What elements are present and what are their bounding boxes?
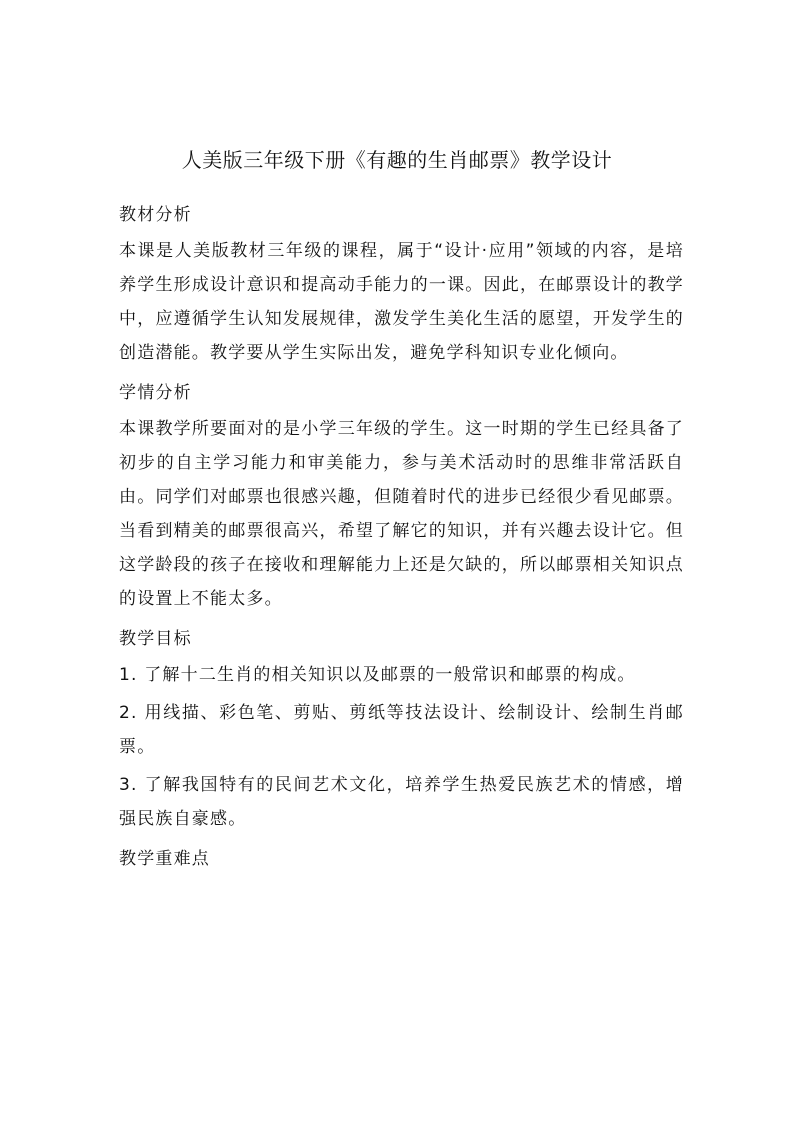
section-text-student-analysis: 本课教学所要面对的是小学三年级的学生。这一时期的学生已经具备了初步的自主学习能力和审美能力，参与美术活动时的思维非常活跃自由。同学们对邮票也很感兴趣，但随着时代的进步已经很少看见邮票。当看到精美的邮票很高兴，希望了解它的知识，并有兴趣去设计它。但这学龄段的孩子在接收和理解能力上还是欠缺的，所以邮票相关知识点的设置上不能太多。 xyxy=(119,419,684,609)
goal-item: 3. 了解我国特有的民间艺术文化，培养学生热爱民族艺术的情感，增强民族自豪感。 xyxy=(119,775,684,829)
section-heading-key-difficulties: 教学重难点 xyxy=(119,849,210,869)
section-heading-student-analysis: 学情分析 xyxy=(119,383,192,403)
section-text-textbook-analysis: 本课是人美版教材三年级的课程，属于“设计·应用”领域的内容，是培养学生形成设计意识和提高动手能力的一课。因此，在邮票设计的教学中，应遵循学生认知发展规律，激发学生美化生活的愿望，开发学生的创造潜能。教学要从学生实际出发，避免学科知识专业化倾向。 xyxy=(119,241,684,363)
document-title: 人美版三年级下册《有趣的生肖邮票》教学设计 xyxy=(181,148,613,172)
goal-item: 1. 了解十二生肖的相关知识以及邮票的一般常识和邮票的构成。 xyxy=(119,665,636,685)
goal-item: 2. 用线描、彩色笔、剪贴、剪纸等技法设计、绘制设计、绘制生肖邮票。 xyxy=(119,703,684,757)
document-body xyxy=(119,196,684,878)
section-heading-teaching-goals: 教学目标 xyxy=(119,629,192,649)
section-heading-textbook-analysis: 教材分析 xyxy=(119,205,192,225)
